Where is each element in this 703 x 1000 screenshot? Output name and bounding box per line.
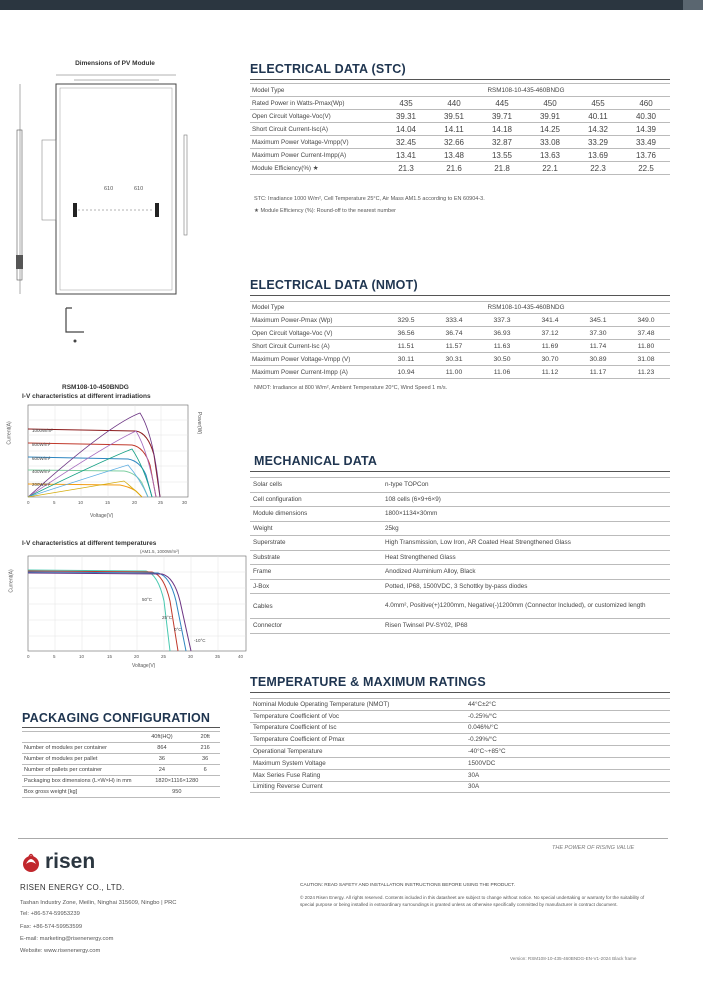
module-frame-outline [56,84,176,294]
table-row: Maximum Power Voltage-Vmpp (V) 30.11 30.31 30.50 30.70 30.89 31.08 [250,353,670,366]
svg-text:20: 20 [134,654,140,659]
electrical-nmot-rule [250,295,670,296]
packaging-rule [22,727,220,728]
electrical-stc-rule [250,79,670,80]
table-row: Limiting Reverse Current 30A [250,781,670,793]
iv-irr-label-1000: 1000W/m² [32,428,53,433]
table-row: Maximum Power Voltage-Vmpp(V) 32.45 32.66 32.87 33.08 33.29 33.49 [250,136,670,149]
caution-text: CAUTION: READ SAFETY AND INSTALLATION INSTRUCTIONS BEFORE USING THE PRODUCT. [300,883,515,888]
pack-col-40ft: 40ft(HQ) [134,732,191,743]
table-row: Module dimensions 1800×1134×30mm [250,507,670,522]
table-row: Cell configuration 108 cells (6×9+6×9) [250,492,670,507]
svg-text:0: 0 [27,500,30,505]
table-row: Temperature Coefficient of Isc 0.046%/°C [250,722,670,734]
nmot-model: RSM108-10-435-460BNDG [382,302,670,314]
table-row: Maximum System Voltage 1500VDC [250,757,670,769]
svg-text:20: 20 [132,500,138,505]
table-row: Operational Temperature -40°C~+85°C [250,746,670,758]
mounting-hole-right [155,203,159,217]
table-row: Maximum Power Current-Impp(A) 13.41 13.48 13.55 13.63 13.69 13.76 [250,149,670,162]
table-row: Number of modules per container 864 216 [22,743,220,754]
company-website[interactable]: Website: www.risenenergy.com [20,948,101,954]
iv-temperature-ylabel: Current(A) [8,569,15,593]
mounting-hole-left [73,203,77,217]
iv-irradiance-ylabel-left: Current(A) [6,421,13,445]
table-row: Number of pallets per container 24 6 [22,765,220,776]
corner-fold [683,0,703,10]
footer-divider [18,838,668,839]
table-row: Frame Anodized Aluminium Alloy, Black [250,565,670,580]
iv-irr-label-400: 400W/m² [32,469,51,474]
frame-cross-section [66,308,84,332]
table-row: Maximum Power-Pmax (Wp) 329.5 333.4 337.3 341.4 345.1 349.0 [250,314,670,327]
table-row: Module Efficiency(%) ★ 21.3 21.6 21.8 22.1 22.3 22.5 [250,162,670,175]
company-email[interactable]: E-mail: marketing@risenenergy.com [20,936,114,942]
packaging-title: PACKAGING CONFIGURATION [22,711,211,725]
table-row: Connector Risen Twinsel PV-SY02, IP68 [250,619,670,634]
company-tel: Tel: +86-574-59953239 [20,911,80,917]
iv-temp-label-50: 50°C [142,597,153,602]
electrical-stc-table [250,83,670,175]
temperature-title: TEMPERATURE & MAXIMUM RATINGS [250,675,486,689]
table-row: Temperature Coefficient of Pmax -0.29%/°C [250,734,670,746]
pack-col-20ft: 20ft [190,732,220,743]
table-row: Open Circuit Voltage-Voc(V) 39.31 39.51 39.71 39.91 40.11 40.30 [250,110,670,123]
iv-temp-label-m10: -10°C [194,638,206,643]
mechanical-rule [250,471,670,472]
iv-temperature-chart [28,556,253,661]
table-row: Model Type RSM108-10-435-460BNDG [250,84,670,97]
stc-model: RSM108-10-435-460BNDG [382,84,670,97]
iv-temp-label-25: 25°C [162,615,173,620]
svg-text:25: 25 [158,500,164,505]
iv-temperature-title: I-V characteristics at different temperatures [22,540,157,547]
company-fax: Fax: +86-574-59953599 [20,924,83,930]
brand-logo [20,850,95,874]
svg-text:0: 0 [27,654,30,659]
table-row: Short Circuit Current-Isc(A) 14.04 14.11 14.18 14.25 14.32 14.39 [250,123,670,136]
svg-text:25: 25 [161,654,167,659]
iv-irradiance-ylabel-right: Power(W) [196,411,203,435]
electrical-nmot-title: ELECTRICAL DATA (NMOT) [250,278,418,292]
table-row [22,732,220,743]
table-row: Open Circuit Voltage-Voc (V) 36.56 36.74 36.93 37.12 37.30 37.48 [250,327,670,340]
module-drawing-title: Dimensions of PV Module [75,60,155,67]
table-row: Short Circuit Current-Isc (A) 11.51 11.57 11.63 11.69 11.74 11.80 [250,340,670,353]
table-row: Solar cells n-type TOPCon [250,478,670,493]
table-row: Nominal Module Operating Temperature (NMOT) 44°C±2°C [250,699,670,711]
svg-text:5: 5 [53,500,56,505]
dim-label-left: 610 [104,186,114,192]
svg-text:35: 35 [215,654,221,659]
mechanical-table [250,477,670,634]
table-row: Rated Power in Watts-Pmax(Wp) 435 440 445 450 455 460 [250,97,670,110]
iv-irr-label-600: 600W/m² [32,456,51,461]
company-address: Tashan Industry Zone, Meilin, Ninghai 315609, Ningbo | PRC [20,900,177,906]
iv-irr-label-200: 200W/m² [32,482,51,487]
table-row: Cables 4.0mm², Positive(+)1200mm, Negative(-)1200mm (Connector Included), or customized length [250,594,670,619]
company-name: RISEN ENERGY CO., LTD. [20,883,125,892]
table-row: Packaging box dimensions (L×W×H) in mm 1820×1116×1280 [22,776,220,787]
module-dimension-drawing [14,70,194,350]
electrical-nmot-table [250,301,670,379]
iv-irradiance-chart [28,405,193,510]
table-row: Max Series Fuse Rating 30A [250,769,670,781]
svg-text:30: 30 [188,654,194,659]
iv-temperature-subtitle: (AM1.5, 1000W/m²) [140,549,180,554]
table-row: Superstrate High Transmission, Low Iron, AR Coated Heat Strengthened Glass [250,536,670,551]
table-row: Substrate Heat Strengthened Glass [250,550,670,565]
svg-text:5: 5 [53,654,56,659]
packaging-table [22,731,220,798]
copyright-text: © 2024 Risen Energy. All rights reserved. Contents included in this datasheet are subject to change without notice. No special undertaking or warranty for the suitability of special purpose or being installed in extraordinary surroundings is granted unless as otherwise specifically committed by manufacturer in contract document. [300,895,645,907]
iv-temperature-xlabel: Voltage(V) [132,663,156,669]
temperature-rule [250,692,670,693]
version-text: Version: RSM108-10-435-460BNDG-EN-V1-2024 Black frame [510,956,637,961]
table-row: Number of modules per pallet 36 36 [22,754,220,765]
svg-text:10: 10 [78,500,84,505]
module-inner-outline [60,88,172,290]
iv-irradiance-xlabel: Voltage(V) [90,513,114,519]
nmot-note: NMOT: Irradiance at 800 W/m², Ambient Temperature 20°C, Wind Speed 1 m/s. [254,385,448,391]
stc-note-1: STC: Irradiance 1000 W/m², Cell Temperature 25°C, Air Mass AM1.5 according to EN 60904-3. [254,196,485,202]
svg-text:10: 10 [79,654,85,659]
table-row: Weight 25kg [250,521,670,536]
footer-tagline: THE POWER OF RISING VALUE [552,845,635,851]
mechanical-title: MECHANICAL DATA [254,454,378,468]
table-row: Model Type RSM108-10-435-460BNDG [250,302,670,314]
svg-text:40: 40 [238,654,244,659]
svg-text:30: 30 [182,500,188,505]
table-row: J-Box Potted, IP68, 1500VDC, 3 Schottky by-pass diodes [250,579,670,594]
electrical-stc-title: ELECTRICAL DATA (STC) [250,62,406,76]
table-row: Box gross weight [kg] 950 [22,787,220,798]
table-row: Temperature Coefficient of Voc -0.25%/°C [250,710,670,722]
iv-irradiance-title: I-V characteristics at different irradiations [22,393,151,400]
svg-text:15: 15 [107,654,113,659]
svg-text:15: 15 [105,500,111,505]
iv-irr-label-800: 800W/m² [32,442,51,447]
dim-label-right: 610 [134,186,144,192]
top-bar [0,0,703,10]
brand-name: risen [45,850,96,873]
table-row: Maximum Power Current-Impp (A) 10.94 11.00 11.06 11.12 11.17 11.23 [250,366,670,379]
stc-note-2: ★ Module Efficiency (%): Round-off to the nearest number [254,208,396,214]
temperature-table [250,698,670,793]
iv-irradiance-model: RSM108-10-450BNDG [62,384,129,391]
risen-flame-icon [20,851,42,873]
iv-temp-label-0: 0°C [174,627,182,632]
